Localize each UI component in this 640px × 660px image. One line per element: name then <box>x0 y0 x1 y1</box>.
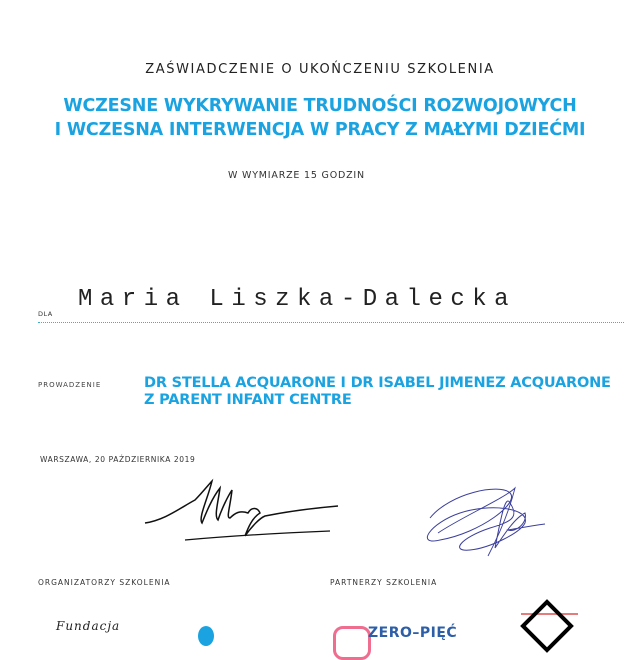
fundacja-logo: Fundacja <box>56 619 121 633</box>
partners-label: PARTNERZY SZKOLENIA <box>330 578 438 587</box>
recipient-name: Maria Liszka-Dalecka <box>78 286 517 313</box>
certificate-heading: ZAŚWIADCZENIE O UKOŃCZENIU SZKOLENIA <box>145 62 495 77</box>
organizers-label: ORGANIZATORZY SZKOLENIA <box>38 578 171 587</box>
course-title-line1: WCZESNE WYKRYWANIE TRUDNOŚCI ROZWOJOWYCH <box>63 96 577 116</box>
partner-diamond-logo-icon <box>520 599 574 653</box>
instructors-label: PROWADZENIE <box>38 381 102 389</box>
place-date: WARSZAWA, 20 PAŹDZIERNIKA 2019 <box>40 455 196 464</box>
signature-blue <box>410 478 550 563</box>
course-hours: W WYMIARZE 15 GODZIN <box>228 170 365 181</box>
instructors-line1: DR STELLA ACQUARONE I DR ISABEL JIMENEZ ACQUARONE <box>144 375 611 391</box>
recipient-dotted-line <box>38 322 624 323</box>
recipient-label: DLA <box>38 310 53 318</box>
course-title-line2: I WCZESNA INTERWENCJA W PRACY Z MAŁYMI DZIEĆMI <box>54 120 586 140</box>
organizer-blue-dot-logo <box>198 626 214 646</box>
signature-black <box>140 478 340 548</box>
zero-piec-logo-text: ZERO–PIĘĆ <box>368 625 458 641</box>
instructors-line2: Z PARENT INFANT CENTRE <box>144 392 352 408</box>
zero-piec-logo-icon <box>333 626 371 660</box>
